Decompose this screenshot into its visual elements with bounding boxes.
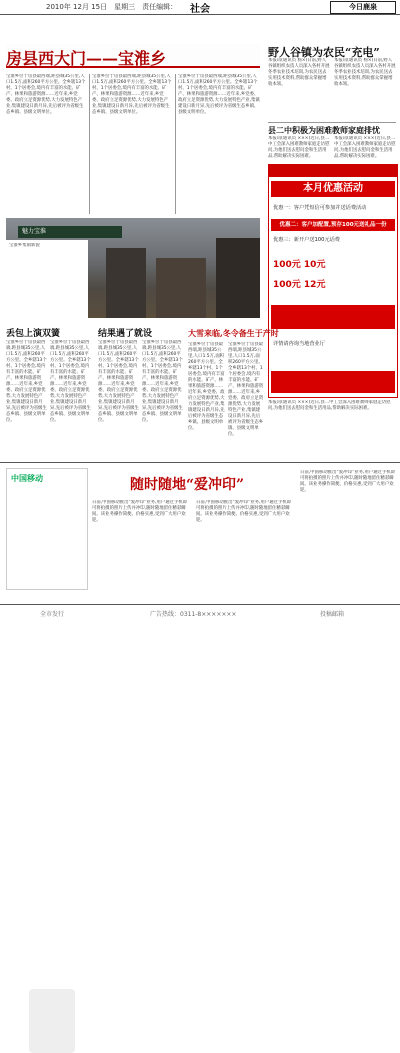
- section-divider: [0, 462, 400, 463]
- right-lower-text: 本报讯(通讯员 ×××)近日,县二中工会深入困难教师家庭走访慰问,为他们送去慰问金和生活用品,帮助解决实际困难。: [268, 400, 391, 411]
- column-rule: [175, 74, 176, 214]
- main-story-col1: 宝淮乡位于房县最西端,距县城35公里,人口1.5万,面积260平方公里。全乡辖13个村、1个居委会,境内有丰富的水能、矿产、林果和旅游资源……近年来,乡党委、政府立足资源优势,大力发展特色产业,集镇建设日新月异,先后被评为省级生态乡镇、县级文明单位。: [6, 74, 86, 115]
- main-story-col3: 宝淮乡位于房县最西端,距县城35公里,人口1.5万,面积260平方公里。全乡辖13个村、1个居委会,境内有丰富的水能、矿产、林果和旅游资源……近年来,乡党委、政府立足资源优势,大力发展特色产业,集镇建设日新月异,先后被评为省级生态乡镇、县级文明单位。: [178, 74, 260, 115]
- bottom-story-col1: 日前,中国移动推出“爱冲印”业务,用户通过手机即可将拍摄的照片上传并冲印,随时随地留住精彩瞬间。该业务操作简便、价格实惠,受到广大用户欢迎。: [92, 500, 188, 523]
- advert-price-1: 100元 10元: [273, 260, 326, 270]
- divider: [268, 122, 396, 123]
- brand-name: 中国移动: [11, 474, 43, 483]
- main-story-col2: 宝淮乡位于房县最西端,距县城35公里,人口1.5万,面积260平方公里。全乡辖13个村、1个居委会,境内有丰富的水能、矿产、林果和旅游资源……近年来,乡党委、政府立足资源优势,大力发展特色产业,集镇建设日新月异,先后被评为省级生态乡镇、县级文明单位。: [92, 74, 172, 115]
- advert-footer-strip: [271, 371, 395, 393]
- photo-tag: 魅力宝淮: [18, 226, 122, 238]
- mid-story-col2: 宝淮乡位于房县最西端,距县城35公里,人口1.5万,面积260平方公里。全乡辖13个村、1个居委会,境内有丰富的水能、矿产、林果和旅游资源……近年来,乡党委、政府立足资源优势,大力发展特色产业,集镇建设日新月异,先后被评为省级生态乡镇、县级文明单位。: [142, 340, 183, 423]
- small-headline-mid: 结果遇了就设: [98, 329, 153, 339]
- right-headline-1: 野人谷镇为农民“充电”: [268, 46, 380, 59]
- center-story-col2: 宝淮乡位于房县最西端,距县城35公里,人口1.5万,面积260平方公里。全乡辖13个村、1个居委会,境内有丰富的水能、矿产、林果和旅游资源……近年来,乡党委、政府立足资源优势,大力发展特色产业,集镇建设日新月异,先后被评为省级生态乡镇、县级文明单位。: [228, 342, 264, 437]
- advert-line-2: 优惠二：客户加配置,预存100元送礼品一份: [271, 219, 395, 231]
- main-story-banner: [6, 44, 260, 68]
- paper-logo: 今日鹿泉: [330, 1, 396, 14]
- bottom-story-col2: 日前,中国移动推出“爱冲印”业务,用户通过手机即可将拍摄的照片上传并冲印,随时随地留住精彩瞬间。该业务操作简便、价格实惠,受到广大用户欢迎。: [196, 500, 292, 523]
- photo-inset-text: [6, 240, 88, 318]
- left-story-col2: 宝淮乡位于房县最西端,距县城35公里,人口1.5万,面积260平方公里。全乡辖13个村、1个居委会,境内有丰富的水能、矿产、林果和旅游资源……近年来,乡党委、政府立足资源优势,大力发展特色产业,集镇建设日新月异,先后被评为省级生态乡镇、县级文明单位。: [50, 340, 91, 423]
- right-story-1-col1: 本报讯(通讯员 杨×)日前,野人谷镇组织农技人员深入各村开展冬季农业技术培训,为农民送去实用技术资料,帮助群众掌握增收本领。: [268, 58, 330, 87]
- right-story-1-col2: 本报讯(通讯员 杨×)日前,野人谷镇组织农技人员深入各村开展冬季农业技术培训,为农民送去实用技术资料,帮助群众掌握增收本领。: [334, 58, 396, 87]
- advert-banner-strip: [271, 305, 395, 329]
- column-rule: [89, 74, 90, 214]
- small-headline-left: 丢包上演双簧: [6, 329, 61, 339]
- page-header: [0, 0, 400, 15]
- left-story-col1: 宝淮乡位于房县最西端,距县城35公里,人口1.5万,面积260平方公里。全乡辖13个村、1个居委会,境内有丰富的水能、矿产、林果和旅游资源……近年来,乡党委、政府立足资源优势,大力发展特色产业,集镇建设日新月异,先后被评为省级生态乡镇、县级文明单位。: [6, 340, 47, 423]
- advert-price-2: 100元 12元: [273, 280, 326, 290]
- right-headline-2: 县二中积极为困难教师家庭排忧: [268, 125, 380, 135]
- advert-note: 详情请咨询当地营业厅: [273, 341, 325, 347]
- advert-top-bar: [269, 165, 397, 177]
- mid-story-col1: 宝淮乡位于房县最西端,距县城35公里,人口1.5万,面积260平方公里。全乡辖13个村、1个居委会,境内有丰富的水能、矿产、林果和旅游资源……近年来,乡党委、政府立足资源优势,大力发展特色产业,集镇建设日新月异,先后被评为省级生态乡镇、县级文明单位。: [98, 340, 139, 423]
- bottom-story-col3: 日前,中国移动推出“爱冲印”业务,用户通过手机即可将拍摄的照片上传并冲印,随时随地留住精彩瞬间。该业务操作简便、价格实惠,受到广大用户欢迎。: [300, 470, 396, 493]
- photo-caption: 宝淮乡集镇新貌: [9, 243, 40, 248]
- right-story-2-col2: 本报讯(通讯员 ×××)近日,县二中工会深入困难教师家庭走访慰问,为他们送去慰问金和生活用品,帮助解决实际困难。: [334, 136, 396, 159]
- mobile-advert: [6, 468, 88, 590]
- page-footer: [0, 604, 400, 621]
- advert-line-3: 优惠三：新开户送100元话费: [273, 237, 340, 243]
- issue-date: 2010年 12月 15日 星期三 责任编辑：: [46, 3, 178, 11]
- center-headline: 大雪来临,冬令备生于产时: [188, 328, 279, 338]
- main-headline: 房县西大门——宝淮乡: [6, 49, 167, 68]
- footer-left: 全市发行: [40, 611, 65, 618]
- section-title: 社会: [190, 4, 210, 15]
- center-story-col1: 宝淮乡位于房县最西端,距县城35公里,人口1.5万,面积260平方公里。全乡辖13个村、1个居委会,境内有丰富的水能、矿产、林果和旅游资源……近年来,乡党委、政府立足资源优势,大力发展特色产业,集镇建设日新月异,先后被评为省级生态乡镇、县级文明单位。: [188, 342, 225, 431]
- right-story-2-col1: 本报讯(通讯员 ×××)近日,县二中工会深入困难教师家庭走访慰问,为他们送去慰问金和生活用品,帮助解决实际困难。: [268, 136, 330, 159]
- footer-center: 广告热线：0311-8×××××××: [150, 611, 237, 618]
- footer-right: 投稿邮箱: [320, 611, 345, 618]
- advert-line-1: 优惠一：客户凭短信可参加并送话费活动: [273, 205, 367, 211]
- phone-graphic: [29, 989, 75, 1053]
- promo-advert: [268, 164, 398, 398]
- advert-title: 本月优惠活动: [271, 181, 395, 197]
- bottom-headline: 随时随地“爱冲印”: [130, 477, 245, 493]
